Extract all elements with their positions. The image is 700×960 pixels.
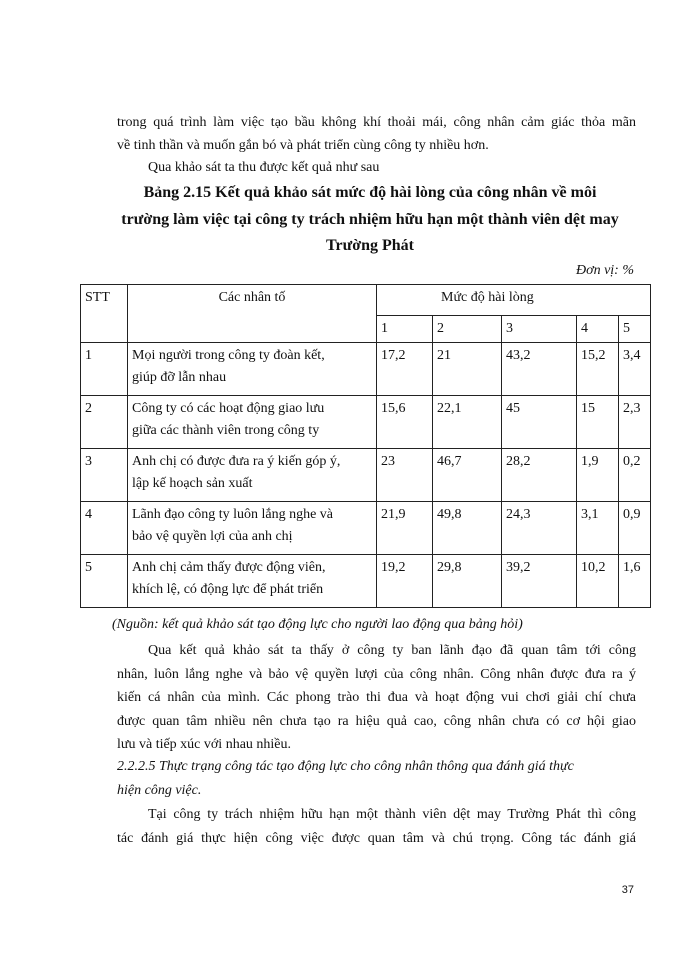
row-factor-line: Công ty có các hoạt động giao lưu	[132, 401, 325, 416]
analysis-line-3: kiến cá nhân của mình. Các phong trào thi đua và hoạt động vui chơi giải chí chưa	[117, 690, 636, 705]
row-value: 3,4	[619, 343, 651, 396]
table-caption-line-2: trường làm việc tại công ty trách nhiệm hữu hạn một thành viên dệt may	[121, 211, 619, 228]
intro-line-1: trong quá trình làm việc tạo bầu không khí thoải mái, công nhân cảm giác thỏa mãn	[117, 115, 636, 130]
table-row	[81, 449, 651, 502]
row-value: 49,8	[433, 502, 502, 555]
table-row	[81, 343, 651, 396]
table-row	[81, 502, 651, 555]
row-factor-line: bảo vệ quyền lợi của anh chị	[132, 529, 293, 544]
row-value: 19,2	[377, 555, 433, 608]
row-value: 0,2	[619, 449, 651, 502]
row-value: 24,3	[502, 502, 577, 555]
row-stt: 3	[81, 449, 128, 502]
row-value: 21,9	[377, 502, 433, 555]
row-value: 2,3	[619, 396, 651, 449]
row-factor	[128, 343, 377, 396]
row-factor-line: Anh chị cảm thấy được động viên,	[132, 560, 326, 575]
section-heading-line-2: hiện công việc.	[117, 783, 202, 798]
table-row	[81, 396, 651, 449]
row-factor-line: Anh chị có được đưa ra ý kiến góp ý,	[132, 454, 341, 469]
row-value: 23	[377, 449, 433, 502]
analysis-line-1: Qua kết quả khảo sát ta thấy ở công ty ban lãnh đạo đã quan tâm tới công	[148, 643, 636, 658]
header-level-4: 4	[577, 316, 619, 343]
row-factor-line: khích lệ, có động lực để phát triển	[132, 582, 324, 597]
row-value: 22,1	[433, 396, 502, 449]
header-stt: STT	[81, 285, 128, 343]
analysis-line-2: nhân, luôn lắng nghe và bảo vệ quyền lượi của công nhân. Công nhân được đưa ra ý	[117, 667, 636, 682]
row-factor	[128, 449, 377, 502]
row-value: 43,2	[502, 343, 577, 396]
section-heading-line-1: 2.2.2.5 Thực trạng công tác tạo động lực cho công nhân thông qua đánh giá thực	[117, 759, 574, 774]
row-stt: 4	[81, 502, 128, 555]
table-source-note: (Nguồn: kết quả khảo sát tạo động lực cho người lao động qua bảng hỏi)	[112, 617, 523, 632]
table-header-row	[81, 285, 651, 316]
row-value: 45	[502, 396, 577, 449]
row-value: 0,9	[619, 502, 651, 555]
unit-label: Đơn vị: %	[575, 263, 634, 278]
row-value: 1,6	[619, 555, 651, 608]
row-factor-line: lập kế hoạch sản xuất	[132, 476, 253, 491]
analysis-line-4: được quan tâm nhiều nên chưa tạo ra hiệu quả cao, công nhân chưa có cơ hội giao	[117, 714, 636, 729]
row-factor	[128, 396, 377, 449]
row-value: 21	[433, 343, 502, 396]
row-stt: 2	[81, 396, 128, 449]
row-factor	[128, 502, 377, 555]
table-row	[81, 555, 651, 608]
intro-line-3: Qua khảo sát ta thu được kết quả như sau	[148, 160, 380, 175]
row-factor-line: Lãnh đạo công ty luôn lắng nghe và	[132, 507, 334, 522]
row-value: 10,2	[577, 555, 619, 608]
row-factor	[128, 555, 377, 608]
header-factor: Các nhân tố	[128, 285, 377, 343]
row-value: 1,9	[577, 449, 619, 502]
intro-line-2: về tinh thần và muốn gắn bó và phát triển cùng công ty nhiều hơn.	[117, 138, 489, 153]
table-caption-line-3: Trường Phát	[326, 237, 414, 254]
row-value: 46,7	[433, 449, 502, 502]
row-stt: 1	[81, 343, 128, 396]
header-level-5: 5	[619, 316, 651, 343]
row-factor-line: Mọi người trong công ty đoàn kết,	[132, 348, 325, 363]
analysis-line-5: lưu và tiếp xúc với nhau nhiều.	[117, 737, 292, 752]
header-level-3: 3	[502, 316, 577, 343]
row-factor-line: giúp đỡ lẫn nhau	[132, 370, 227, 385]
page-number: 37	[621, 884, 634, 896]
row-value: 29,8	[433, 555, 502, 608]
closing-line-1: Tại công ty trách nhiệm hữu hạn một thành viên dệt may Trường Phát thì công	[148, 807, 636, 822]
table-caption-line-1: Bảng 2.15 Kết quả khảo sát mức độ hài lòng của công nhân về môi	[143, 184, 597, 201]
row-value: 17,2	[377, 343, 433, 396]
row-value: 15,2	[577, 343, 619, 396]
row-factor-line: giữa các thành viên trong công ty	[132, 423, 320, 438]
row-value: 15	[577, 396, 619, 449]
closing-line-2: tác đánh giá thực hiện công việc được quan tâm và chú trọng. Công tác đánh giá	[117, 831, 636, 846]
survey-table	[80, 284, 651, 608]
row-value: 3,1	[577, 502, 619, 555]
row-value: 28,2	[502, 449, 577, 502]
row-value: 15,6	[377, 396, 433, 449]
header-satisfaction-level: Mức độ hài lòng	[377, 285, 651, 316]
row-stt: 5	[81, 555, 128, 608]
header-level-2: 2	[433, 316, 502, 343]
header-level-1: 1	[377, 316, 433, 343]
row-value: 39,2	[502, 555, 577, 608]
